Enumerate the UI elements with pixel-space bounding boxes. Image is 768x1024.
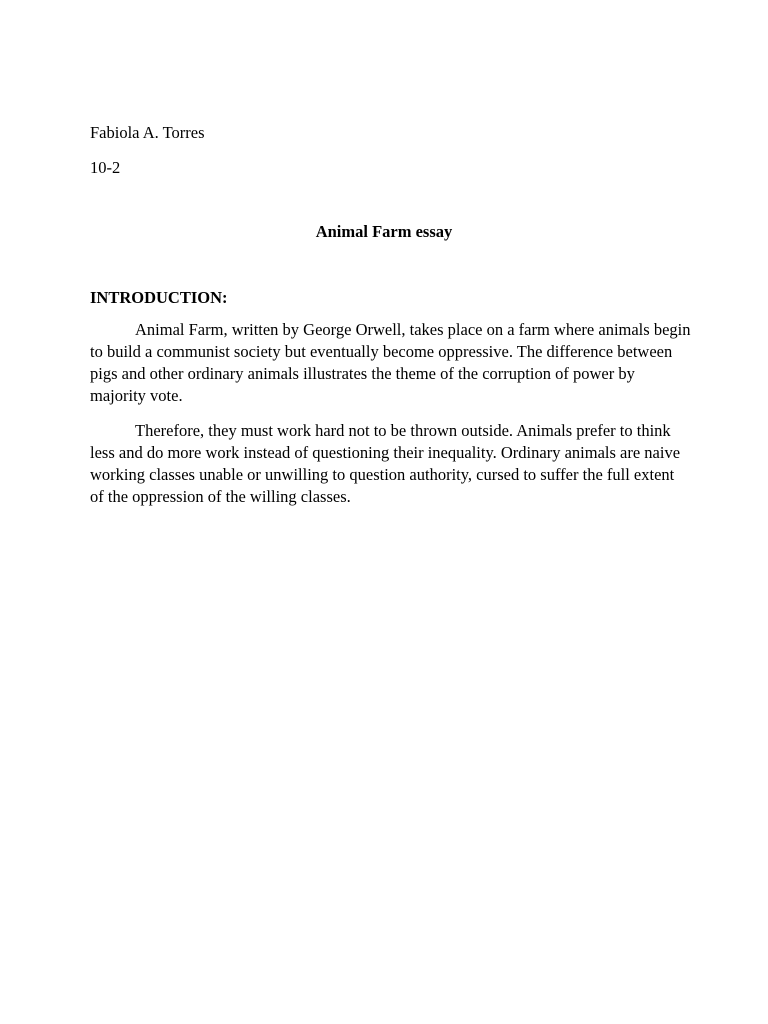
paragraph-2: Therefore, they must work hard not to be thrown outside. Animals prefer to think less and do more work instead of questioning their inequality. Ordinary animals are naive working classes unable or unwilling to question authority, cursed to suffer the full extent of the oppression of the willing classes.: [90, 421, 681, 506]
class-id: 10-2: [90, 158, 121, 177]
section-heading: INTRODUCTION:: [90, 288, 228, 307]
author-name: Fabiola A. Torres: [90, 123, 205, 142]
essay-title: Animal Farm essay: [315, 222, 453, 241]
paragraph-1: Animal Farm, written by George Orwell, takes place on a farm where animals begin to build a communist society but eventually become oppressive. The difference between pigs and other ordinary animals illustrates the theme of the corruption of power by majority vote.: [90, 320, 691, 405]
